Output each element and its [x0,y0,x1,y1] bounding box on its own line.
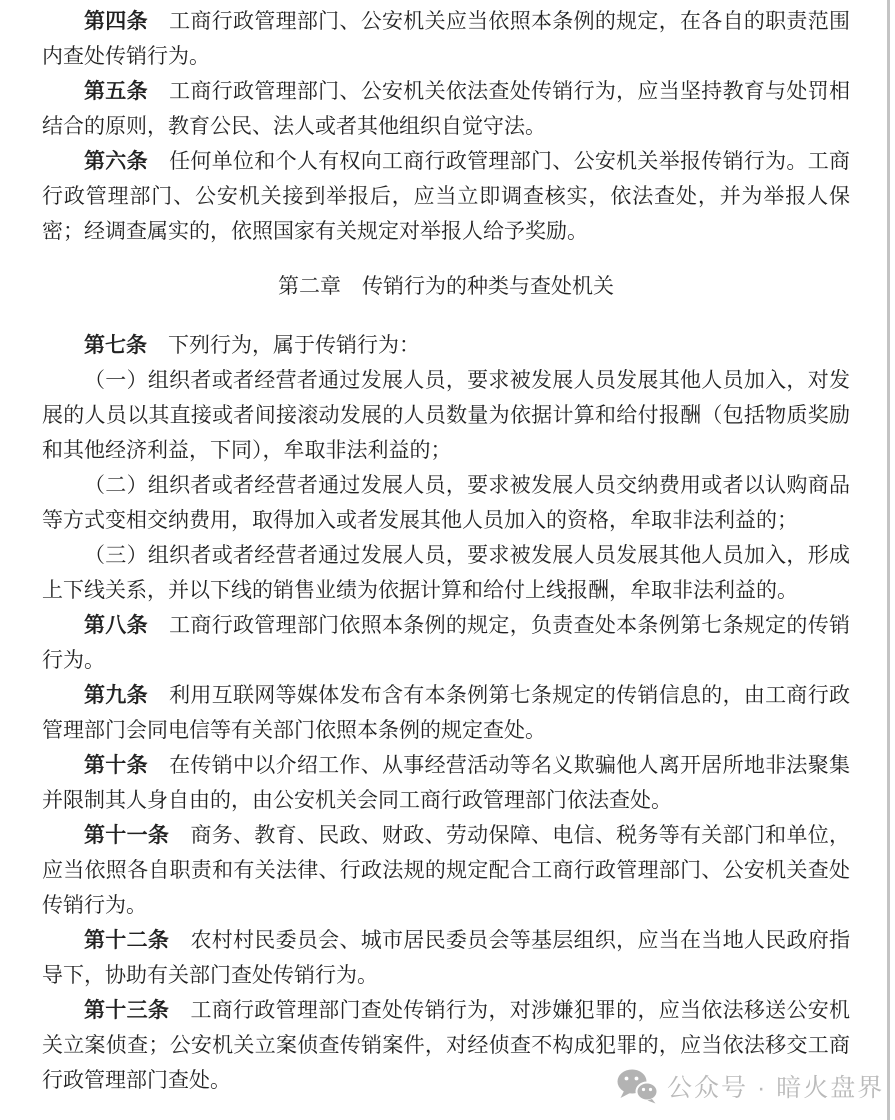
chapter-heading: 第二章 传销行为的种类与查处机关 [278,274,614,298]
list-item-paragraph: （三）组织者或者经营者通过发展人员，要求被发展人员发展其他人员加入，形成上下线关系，并以下线的销售业绩为依据计算和给付上线报酬，牟取非法利益的。 [42,543,850,602]
article-paragraph: 第十一条 商务、教育、民政、财政、劳动保障、电信、税务等有关部门和单位，应当依照各自职责和有关法律、行政法规的规定配合工商行政管理部门、公安机关查处传销行为。 [42,823,851,917]
article-paragraph: 第四条 工商行政管理部门、公安机关应当依照本条例的规定，在各自的职责范围内查处传销行为。 [42,9,850,68]
article-number: 第四条 [84,9,148,33]
list-item-paragraph: （二）组织者或者经营者通过发展人员，要求被发展人员交纳费用或者以认购商品等方式变相交纳费用，取得加入或者发展其他人员加入的资格，牟取非法利益的； [42,473,850,532]
article-paragraph: 第十三条 工商行政管理部门查处传销行为，对涉嫌犯罪的，应当依法移送公安机关立案侦查；公安机关立案侦查传销案件，对经侦查不构成犯罪的，应当依法移交工商行政管理部门查处。 [42,998,851,1092]
page-right-border [887,0,890,1120]
watermark-text: 公众号 · 暗火盘界 [667,1074,885,1102]
article-number: 第十一条 [84,823,170,847]
article-number: 第五条 [84,79,148,103]
article-number: 第十条 [84,753,148,777]
article-paragraph: 第十二条 农村村民委员会、城市居民委员会等基层组织，应当在当地人民政府指导下，协助有关部门查处传销行为。 [42,928,851,987]
article-paragraph: 第九条 利用互联网等媒体发布含有本条例第七条规定的传销信息的，由工商行政管理部门会同电信等有关部门依照本条例的规定查处。 [42,683,850,742]
article-paragraph: 第八条 工商行政管理部门依照本条例的规定，负责查处本条例第七条规定的传销行为。 [42,613,850,672]
article-paragraph: 第五条 工商行政管理部门、公安机关依法查处传销行为，应当坚持教育与处罚相结合的原则，教育公民、法人或者其他组织自觉守法。 [42,79,850,138]
article-number: 第十二条 [84,928,170,952]
article-number: 第十三条 [84,998,170,1022]
article-paragraph: 第六条 任何单位和个人有权向工商行政管理部门、公安机关举报传销行为。工商行政管理部门、公安机关接到举报后，应当立即调查核实，依法查处，并为举报人保密；经调查属实的，依照国家有关规定对举报人给予奖励。 [42,149,850,243]
article-number: 第六条 [84,149,148,173]
article-number: 第九条 [84,683,148,707]
article-number: 第八条 [84,613,148,637]
article-number: 第七条 [84,333,147,357]
list-item-paragraph: （一）组织者或者经营者通过发展人员，要求被发展人员发展其他人员加入，对发展的人员以其直接或者间接滚动发展的人员数量为依据计算和给付报酬（包括物质奖励和其他经济利益，下同），牟取非法利益的； [42,368,850,462]
article-paragraph: 第七条 下列行为，属于传销行为： [84,333,420,357]
article-paragraph: 第十条 在传销中以介绍工作、从事经营活动等名义欺骗他人离开居所地非法聚集并限制其人身自由的，由公安机关会同工商行政管理部门依法查处。 [42,753,850,812]
